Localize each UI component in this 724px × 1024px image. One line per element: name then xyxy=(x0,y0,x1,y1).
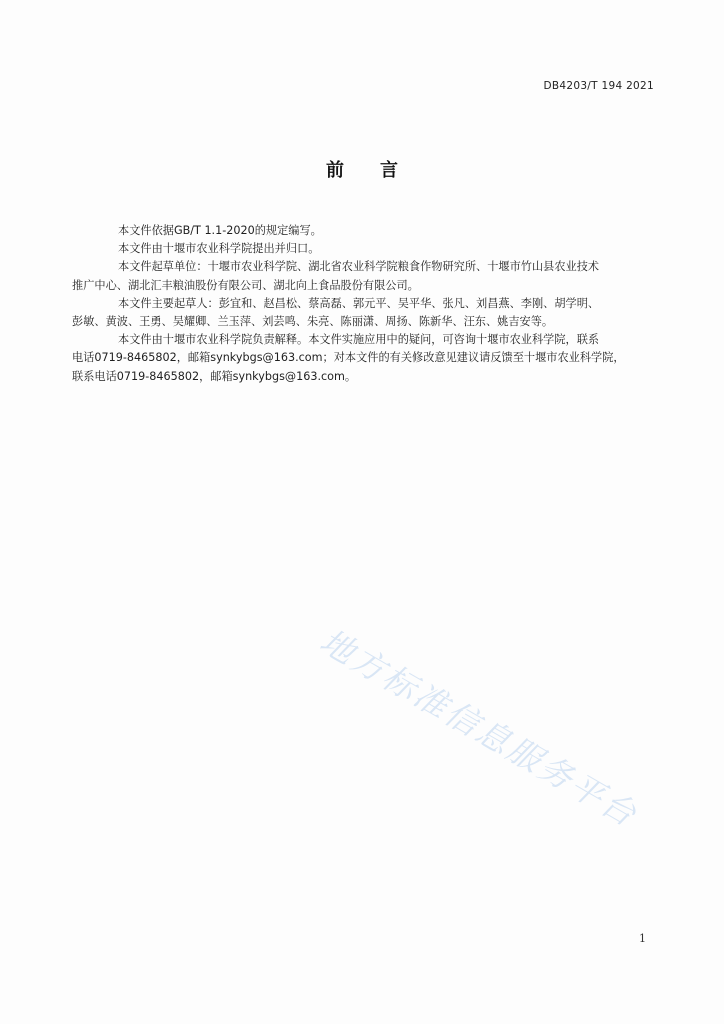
paragraph-drafting-units xyxy=(72,258,661,294)
paragraph-proposer xyxy=(95,240,661,258)
paragraph-line: 本文件起草单位：十堰市农业科学院、湖北省农业科学院粮食作物研究所、十堰市竹山县农业技术 xyxy=(118,260,600,274)
preface-body xyxy=(72,222,661,386)
document-code: DB4203/T 194 2021 xyxy=(543,80,654,92)
paragraph-contact xyxy=(72,331,661,386)
paragraph-standard-basis xyxy=(95,222,661,240)
page-title: 前言 xyxy=(326,160,434,181)
watermark-text: 地方标准信息服务平台 xyxy=(313,621,645,835)
paragraph-line: 电话0719-8465802，邮箱synkybgs@163.com；对本文件的有关修改意见建议请反馈至十堰市农业科学院， xyxy=(72,351,625,365)
paragraph-line: 推广中心、湖北汇丰粮油股份有限公司、湖北向上食品股份有限公司。 xyxy=(72,278,419,292)
page-number: 1 xyxy=(639,932,646,945)
paragraph-line: 本文件由十堰市农业科学院负责解释。本文件实施应用中的疑问，可咨询十堰市农业科学院，联系 xyxy=(118,333,600,347)
paragraph-line: 本文件主要起草人：彭宜和、赵昌松、蔡高磊、郭元平、吴平华、张凡、刘昌燕、李刚、胡学明、 xyxy=(118,296,600,310)
paragraph-line: 本文件依据GB/T 1.1-2020的规定编写。 xyxy=(118,224,322,237)
paragraph-line: 联系电话0719-8465802，邮箱synkybgs@163.com。 xyxy=(72,369,357,383)
paragraph-line: 本文件由十堰市农业科学院提出并归口。 xyxy=(118,242,320,256)
paragraph-drafters xyxy=(72,295,661,331)
paragraph-line: 彭敏、黄波、王勇、吴耀卿、兰玉萍、刘芸鸣、朱亮、陈丽潇、周扬、陈新华、汪东、姚吉安等。 xyxy=(72,315,554,329)
